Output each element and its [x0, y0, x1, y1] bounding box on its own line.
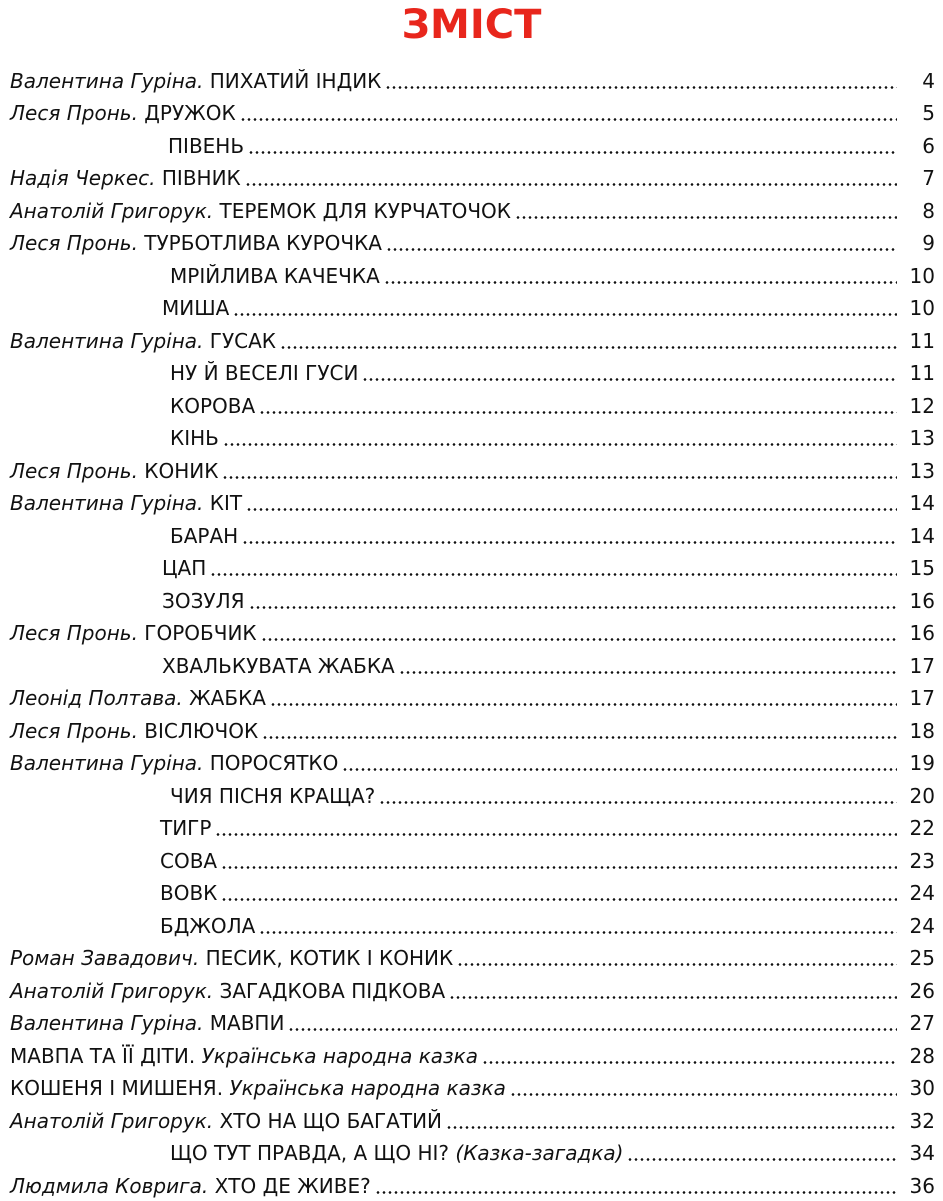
toc-page-number: 27 [909, 1011, 935, 1035]
toc-entry-text [0, 849, 217, 876]
toc-entry [0, 648, 943, 681]
toc-title: КІНЬ [170, 426, 219, 450]
dot-leader [245, 183, 897, 186]
toc-author: Валентина Гуріна. [10, 491, 204, 515]
toc-title: ПІВЕНЬ [168, 133, 245, 158]
toc-entry-text [0, 1174, 371, 1201]
toc-page-number: 17 [909, 653, 935, 678]
toc-entry-text [0, 686, 266, 713]
toc-entry-text [0, 166, 241, 193]
dot-leader [259, 411, 897, 414]
toc-title: ЗАГАДКОВА ПІДКОВА [219, 978, 446, 1003]
toc-page-number: 4 [922, 68, 935, 93]
toc-entry [0, 876, 943, 909]
toc-entry-text [0, 816, 211, 843]
dot-leader [457, 963, 897, 966]
toc-entry-text [0, 946, 453, 973]
toc-title: ВОВК [160, 881, 218, 905]
toc-entry [0, 388, 943, 421]
dot-leader [342, 768, 897, 771]
table-of-contents [0, 63, 943, 1201]
toc-entry [0, 1071, 943, 1104]
toc-author: Леся Пронь. [10, 458, 138, 483]
toc-entry-text [0, 719, 258, 746]
toc-page-number: 16 [909, 621, 935, 645]
toc-entry-text [0, 784, 375, 811]
toc-page-number: 28 [909, 1043, 935, 1068]
toc-entry-text [0, 459, 218, 486]
toc-author: Леонід Полтава. [10, 686, 183, 710]
dot-leader [280, 346, 897, 349]
toc-title: ПІВНИК [161, 166, 241, 190]
dot-leader [515, 216, 897, 219]
toc-entry-text [0, 296, 229, 323]
dot-leader [233, 313, 897, 316]
toc-entry [0, 63, 943, 96]
toc-page-number: 10 [909, 296, 935, 320]
toc-entry [0, 778, 943, 811]
toc-entry [0, 616, 943, 649]
toc-entry-text [0, 101, 236, 128]
dot-leader [362, 378, 897, 381]
dot-leader [261, 638, 897, 641]
dot-leader [249, 606, 897, 609]
dot-leader [240, 118, 897, 121]
toc-title: КІТ [209, 491, 243, 515]
toc-entry-text [0, 881, 217, 908]
toc-title: МАВПА ТА ЇЇ ДІТИ. [10, 1043, 196, 1068]
toc-entry-text [0, 589, 245, 616]
toc-entry [0, 128, 943, 161]
toc-author: Надія Черкес. [10, 166, 156, 190]
toc-page-number: 26 [909, 978, 935, 1003]
toc-page-number: 36 [909, 1173, 935, 1198]
dot-leader [482, 1061, 897, 1064]
dot-leader [223, 443, 897, 446]
dot-leader [221, 866, 897, 869]
toc-entry-text [0, 1076, 506, 1103]
toc-entry-text [0, 394, 255, 421]
toc-subtitle: Українська народна казка [201, 1043, 478, 1068]
toc-entry-text [0, 134, 244, 161]
toc-page-number: 22 [909, 816, 935, 840]
toc-title: ЩО ТУТ ПРАВДА, А ЩО НІ? [170, 1141, 450, 1165]
dot-leader [446, 1126, 897, 1129]
toc-entry [0, 323, 943, 356]
toc-entry [0, 1168, 943, 1201]
toc-author: Людмила Коврига. [10, 1173, 209, 1198]
toc-entry [0, 161, 943, 194]
dot-leader [386, 248, 897, 251]
toc-entry-text [0, 69, 381, 96]
toc-title: ХТО НА ЩО БАГАТИЙ [219, 1108, 443, 1133]
toc-page-number: 30 [909, 1076, 935, 1100]
toc-title: НУ Й ВЕСЕЛІ ГУСИ [170, 361, 359, 385]
toc-author: Анатолій Григорук. [10, 1108, 214, 1133]
toc-page-number: 7 [922, 166, 935, 190]
toc-title: ТУРБОТЛИВА КУРОЧКА [144, 231, 382, 255]
dot-leader [384, 281, 897, 284]
dot-leader [399, 671, 897, 674]
toc-title: ВІСЛЮЧОК [144, 718, 259, 743]
toc-title: ТЕРЕМОК ДЛЯ КУРЧАТОЧОК [219, 198, 511, 223]
toc-entry-text [0, 264, 380, 291]
toc-entry [0, 421, 943, 454]
toc-entry [0, 551, 943, 584]
toc-entry-text [0, 231, 382, 258]
toc-entry [0, 941, 943, 974]
toc-entry-text [0, 621, 257, 648]
toc-page-number: 11 [909, 361, 935, 385]
toc-page-number: 16 [909, 588, 935, 613]
toc-entry-text [0, 1011, 284, 1038]
toc-entry [0, 843, 943, 876]
toc-title: ДРУЖОК [144, 101, 236, 125]
toc-entry [0, 518, 943, 551]
toc-page-number: 18 [909, 718, 935, 743]
toc-page-number: 24 [909, 881, 935, 905]
toc-page-number: 23 [909, 848, 935, 873]
toc-entry [0, 486, 943, 519]
dot-leader [375, 1191, 897, 1194]
dot-leader [246, 508, 897, 511]
toc-entry [0, 96, 943, 129]
toc-author: Леся Пронь. [10, 718, 138, 743]
toc-entry-text [0, 751, 338, 778]
toc-entry-text [0, 979, 445, 1006]
toc-author: Валентина Гуріна. [10, 751, 204, 775]
toc-title: ЗОЗУЛЯ [162, 588, 245, 613]
toc-author: Анатолій Григорук. [10, 978, 214, 1003]
toc-page-number: 14 [909, 523, 935, 548]
toc-author: Анатолій Григорук. [10, 198, 214, 223]
toc-author: Валентина Гуріна. [10, 328, 204, 353]
dot-leader [510, 1093, 897, 1096]
toc-entry [0, 1136, 943, 1169]
toc-author: Валентина Гуріна. [10, 1011, 204, 1035]
toc-title: КОШЕНЯ І МИШЕНЯ. [10, 1076, 224, 1100]
toc-entry [0, 193, 943, 226]
toc-page-number: 8 [922, 198, 935, 223]
toc-title: БДЖОЛА [160, 913, 256, 938]
toc-title: КОРОВА [170, 393, 256, 418]
dot-leader [259, 931, 897, 934]
toc-title: ГУСАК [209, 328, 276, 353]
toc-entry [0, 908, 943, 941]
toc-entry-text [0, 654, 395, 681]
toc-author: Валентина Гуріна. [10, 68, 204, 93]
toc-title: ГОРОБЧИК [144, 621, 257, 645]
dot-leader [262, 736, 897, 739]
toc-page-number: 10 [909, 263, 935, 288]
toc-title: МИША [162, 296, 230, 320]
toc-page-number: 14 [909, 491, 935, 515]
toc-entry-text [0, 426, 219, 453]
toc-page-number: 11 [909, 328, 935, 353]
toc-title: ПОРОСЯТКО [209, 751, 339, 775]
dot-leader [242, 541, 897, 544]
toc-page-number: 13 [909, 426, 935, 450]
toc-subtitle: Українська народна казка [229, 1076, 506, 1100]
toc-entry [0, 811, 943, 844]
toc-page-number: 9 [922, 231, 935, 255]
toc-page-number: 17 [909, 686, 935, 710]
toc-entry [0, 1006, 943, 1039]
dot-leader [449, 996, 897, 999]
toc-title: БАРАН [170, 523, 239, 548]
toc-author: Леся Пронь. [10, 621, 138, 645]
toc-entry [0, 973, 943, 1006]
dot-leader [385, 86, 897, 89]
dot-leader [248, 151, 897, 154]
toc-title: ХВАЛЬКУВАТА ЖАБКА [162, 653, 395, 678]
toc-entry [0, 226, 943, 259]
toc-entry [0, 356, 943, 389]
toc-page-number: 20 [909, 783, 935, 808]
toc-title: МРІЙЛИВА КАЧЕЧКА [170, 263, 380, 288]
toc-title: СОВА [160, 848, 218, 873]
toc-entry [0, 291, 943, 324]
toc-page-number: 6 [922, 133, 935, 158]
toc-author: Леся Пронь. [10, 101, 138, 125]
toc-page-number: 19 [909, 751, 935, 775]
dot-leader [627, 1158, 897, 1161]
toc-page-number: 24 [909, 913, 935, 938]
toc-page-number: 13 [909, 458, 935, 483]
toc-page-number: 12 [909, 393, 935, 418]
toc-author: Роман Завадович. [10, 946, 200, 970]
toc-entry [0, 1038, 943, 1071]
toc-page-number: 34 [909, 1141, 935, 1165]
toc-entry-text [0, 1044, 478, 1071]
toc-entry [0, 258, 943, 291]
toc-entry-text [0, 329, 276, 356]
toc-entry-text [0, 491, 242, 518]
dot-leader [215, 833, 897, 836]
toc-entry [0, 583, 943, 616]
toc-entry-text [0, 1109, 442, 1136]
toc-entry-text [0, 556, 206, 583]
toc-subtitle: (Казка-загадка) [455, 1141, 624, 1165]
toc-title: ЖАБКА [189, 686, 266, 710]
dot-leader [222, 476, 897, 479]
toc-title: ЧИЯ ПІСНЯ КРАЩА? [170, 783, 376, 808]
toc-title: ПИХАТИЙ ІНДИК [209, 68, 382, 93]
toc-entry-text [0, 914, 255, 941]
toc-entry-text [0, 524, 238, 551]
toc-title: КОНИК [144, 458, 219, 483]
toc-title: ПЕСИК, КОТИК І КОНИК [205, 946, 454, 970]
toc-entry-text [0, 1141, 623, 1168]
toc-entry-text [0, 361, 358, 388]
toc-title: ЦАП [162, 556, 207, 580]
dot-leader [270, 703, 897, 706]
toc-page-number: 32 [909, 1108, 935, 1133]
toc-entry [0, 746, 943, 779]
toc-title: ТИГР [160, 816, 212, 840]
dot-leader [221, 898, 897, 901]
toc-entry [0, 1103, 943, 1136]
toc-page-number: 25 [909, 946, 935, 970]
dot-leader [379, 801, 897, 804]
toc-title: МАВПИ [209, 1011, 285, 1035]
toc-entry [0, 681, 943, 714]
dot-leader [288, 1028, 897, 1031]
toc-entry-text [0, 199, 511, 226]
toc-entry [0, 713, 943, 746]
toc-page-number: 5 [922, 101, 935, 125]
toc-entry [0, 453, 943, 486]
toc-title: ХТО ДЕ ЖИВЕ? [214, 1173, 371, 1198]
dot-leader [210, 573, 897, 576]
page-title: ЗМІСТ [401, 2, 542, 48]
toc-page-number: 15 [909, 556, 935, 580]
toc-author: Леся Пронь. [10, 231, 138, 255]
